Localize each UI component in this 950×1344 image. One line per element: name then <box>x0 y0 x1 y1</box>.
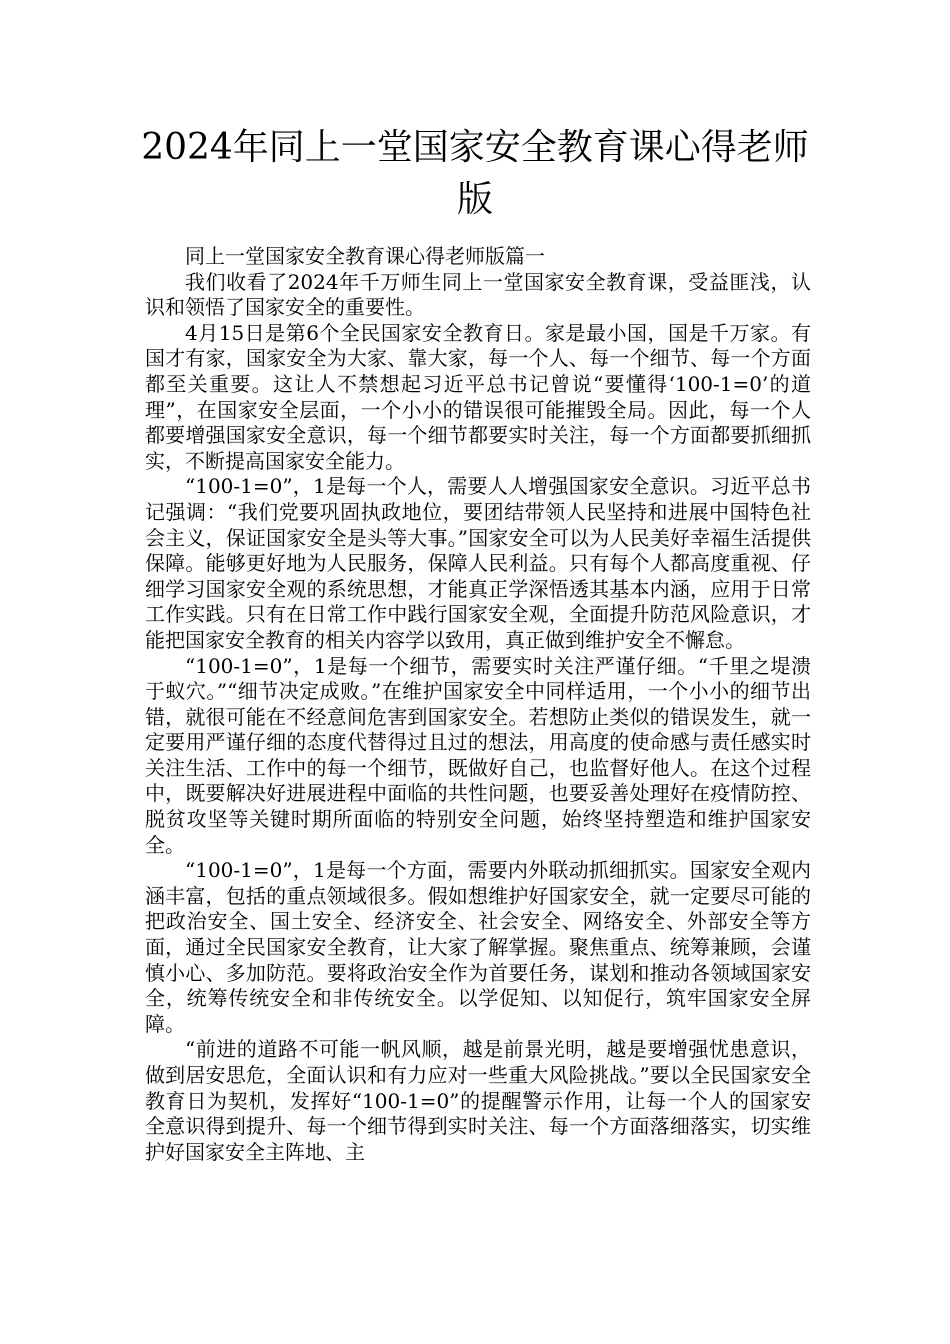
document-title: 2024年同上一堂国家安全教育课心得老师版 <box>141 127 809 220</box>
document-body <box>145 244 811 1165</box>
paragraph: “前进的道路不可能一帆风顺，越是前景光明，越是要增强忧患意识，做到居安思危，全面认识和有力应对一些重大风险挑战。”要以全民国家安全教育日为契机，发挥好“100-1=0”的提醒警示作用，让每一个人的国家安全意识得到提升、每一个细节得到实时关注、每一个方面落细落实，切实维护好国家安全主阵地、主 <box>145 1037 811 1164</box>
paragraph: 4月15日是第6个全民国家安全教育日。家是最小国，国是千万家。有国才有家，国家安全为大家、靠大家，每一个人、每一个细节、每一个方面都至关重要。这让人不禁想起习近平总书记曾说“要懂得‘100-1=0’的道理”，在国家安全层面，一个小小的错误很可能摧毁全局。因此，每一个人都要增强国家安全意识，每一个细节都要实时关注，每一个方面都要抓细抓实，不断提高国家安全能力。 <box>145 320 811 473</box>
paragraph: 我们收看了2024年千万师生同上一堂国家安全教育课，受益匪浅，认识和领悟了国家安全的重要性。 <box>145 269 811 320</box>
paragraph: “100-1=0”，1是每一个人，需要人人增强国家安全意识。习近平总书记强调：“我们党要巩固执政地位，要团结带领人民坚持和进展中国特色社会主义，保证国家安全是头等大事。”国家安全可以为人民美好幸福生活提供保障。能够更好地为人民服务，保障人民利益。只有每个人都高度重视、仔细学习国家安全观的系统思想，才能真正学深悟透其基本内涵，应用于日常工作实践。只有在日常工作中践行国家安全观，全面提升防范风险意识，才能把国家安全教育的相关内容学以致用，真正做到维护安全不懈怠。 <box>145 474 811 652</box>
paragraph: “100-1=0”，1是每一个细节，需要实时关注严谨仔细。“千里之堤溃于蚁穴。”“细节决定成败。”在维护国家安全中同样适用，一个小小的细节出错，就很可能在不经意间危害到国家安全。若想防止类似的错误发生，就一定要用严谨仔细的态度代替得过且过的想法，用高度的使命感与责任感实时关注生活、工作中的每一个细节，既做好自己，也监督好他人。在这个过程中，既要解决好进展进程中面临的共性问题，也要妥善处理好在疫情防控、脱贫攻坚等关键时期所面临的特别安全问题，始终坚持塑造和维护国家安全。 <box>145 653 811 857</box>
section-heading: 同上一堂国家安全教育课心得老师版篇一 <box>185 244 545 268</box>
paragraph: “100-1=0”，1是每一个方面，需要内外联动抓细抓实。国家安全观内涵丰富，包括的重点领域很多。假如想维护好国家安全，就一定要尽可能的把政治安全、国土安全、经济安全、社会安全、网络安全、外部安全等方面，通过全民国家安全教育，让大家了解掌握。聚焦重点、统筹兼顾，会谨慎小心、多加防范。要将政治安全作为首要任务，谋划和推动各领域国家安全，统筹传统安全和非传统安全。以学促知、以知促行，筑牢国家安全屏障。 <box>145 858 811 1036</box>
